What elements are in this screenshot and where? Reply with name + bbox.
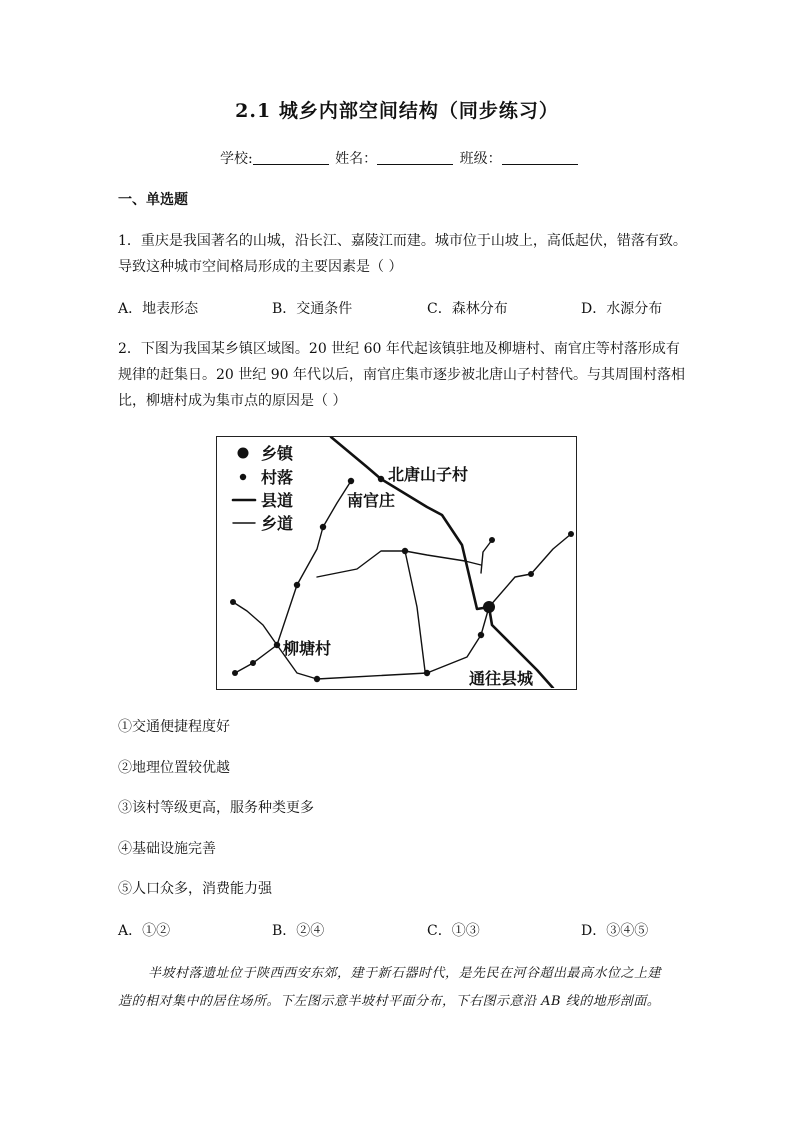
q1-stem-line1: 1．重庆是我国著名的山城，沿长江、嘉陵江而建。城市位于山坡上，高低起伏，错落有致。 [118,233,687,249]
q1-option-a: A．地表形态 [118,301,199,317]
township-road-ne1 [481,540,492,573]
village-dot [528,571,534,577]
q2-option-d: D．③④⑤ [581,923,649,939]
village-liu-tang [274,642,280,648]
village-bei-tang [378,476,384,482]
school-label: 学校: [220,151,253,167]
label-bei-tang-village: 北唐山子村 [388,465,469,484]
township-road-ne2 [489,534,571,607]
section-heading: 一、单选题 [118,192,188,208]
name-blank[interactable] [377,150,453,165]
q2-statement-3: ③该村等级更高，服务种类更多 [118,800,314,816]
q2-option-c: C．①③ [427,923,480,939]
village-dot [568,531,574,537]
q1-option-d: D．水源分布 [581,301,663,317]
legend-town-label: 乡镇 [261,444,294,463]
village-dot [314,676,320,682]
name-label: 姓名： [335,151,378,167]
class-label: 班级： [459,151,502,167]
village-dot [232,670,238,676]
legend-township-road-label: 乡道 [261,514,294,533]
q1-stem-line2: 导致这种城市空间格局形成的主要因素是（ ） [118,259,403,275]
label-to-county-town: 通往县城 [469,669,534,688]
q2-stem-line3: 比，柳塘村成为集市点的原因是（ ） [118,393,347,409]
q2-statement-1: ①交通便捷程度好 [118,719,230,735]
q2-option-a: A．①② [118,923,171,939]
village-dot [250,660,256,666]
q1-option-c: C．森林分布 [427,301,508,317]
village-nan-guan [348,478,354,484]
town-marker [483,601,495,613]
passage-line1: 半坡村落遗址位于陕西西安东郊，建于新石器时代，是先民在河谷超出最高水位之上建 [148,966,662,981]
village-dot [478,632,484,638]
student-info-line [220,148,580,168]
village-dot [489,537,495,543]
q2-statement-4: ④基础设施完善 [118,841,216,857]
legend-town-dot [238,448,249,459]
q2-stem-line2: 规律的赶集日。20 世纪 90 年代以后，南官庄集市逐步被北唐山子村替代。与其周围村落相 [118,367,685,383]
township-road-middle [317,551,481,577]
q2-stem-line1: 2．下图为我国某乡镇区域图。20 世纪 60 年代起该镇驻地及柳塘村、南官庄等村落形成有 [118,341,680,357]
village-dot [424,670,430,676]
q2-option-b: B．②④ [272,923,325,939]
legend-village-dot [240,474,246,480]
class-blank[interactable] [502,150,578,165]
page-title: 2.1 城乡内部空间结构（同步练习） [235,100,559,122]
label-nan-guan-zhuang: 南官庄 [347,491,396,510]
legend-county-road-label: 县道 [261,491,294,510]
q2-statement-2: ②地理位置较优越 [118,760,230,776]
village-dot [230,599,236,605]
q1-option-b: B．交通条件 [272,301,353,317]
passage-line2: 造的相对集中的居住场所。下左图示意半坡村平面分布，下右图示意沿 AB 线的地形剖面。 [118,994,661,1009]
township-map [216,436,577,690]
village-dot [320,524,326,530]
q2-statement-5: ⑤人口众多，消费能力强 [118,881,272,897]
legend-village-label: 村落 [261,468,294,487]
school-blank[interactable] [253,150,329,165]
township-road-branch [405,551,425,671]
village-dot [402,548,408,554]
village-dot [294,582,300,588]
label-liu-tang-village: 柳塘村 [283,639,332,658]
